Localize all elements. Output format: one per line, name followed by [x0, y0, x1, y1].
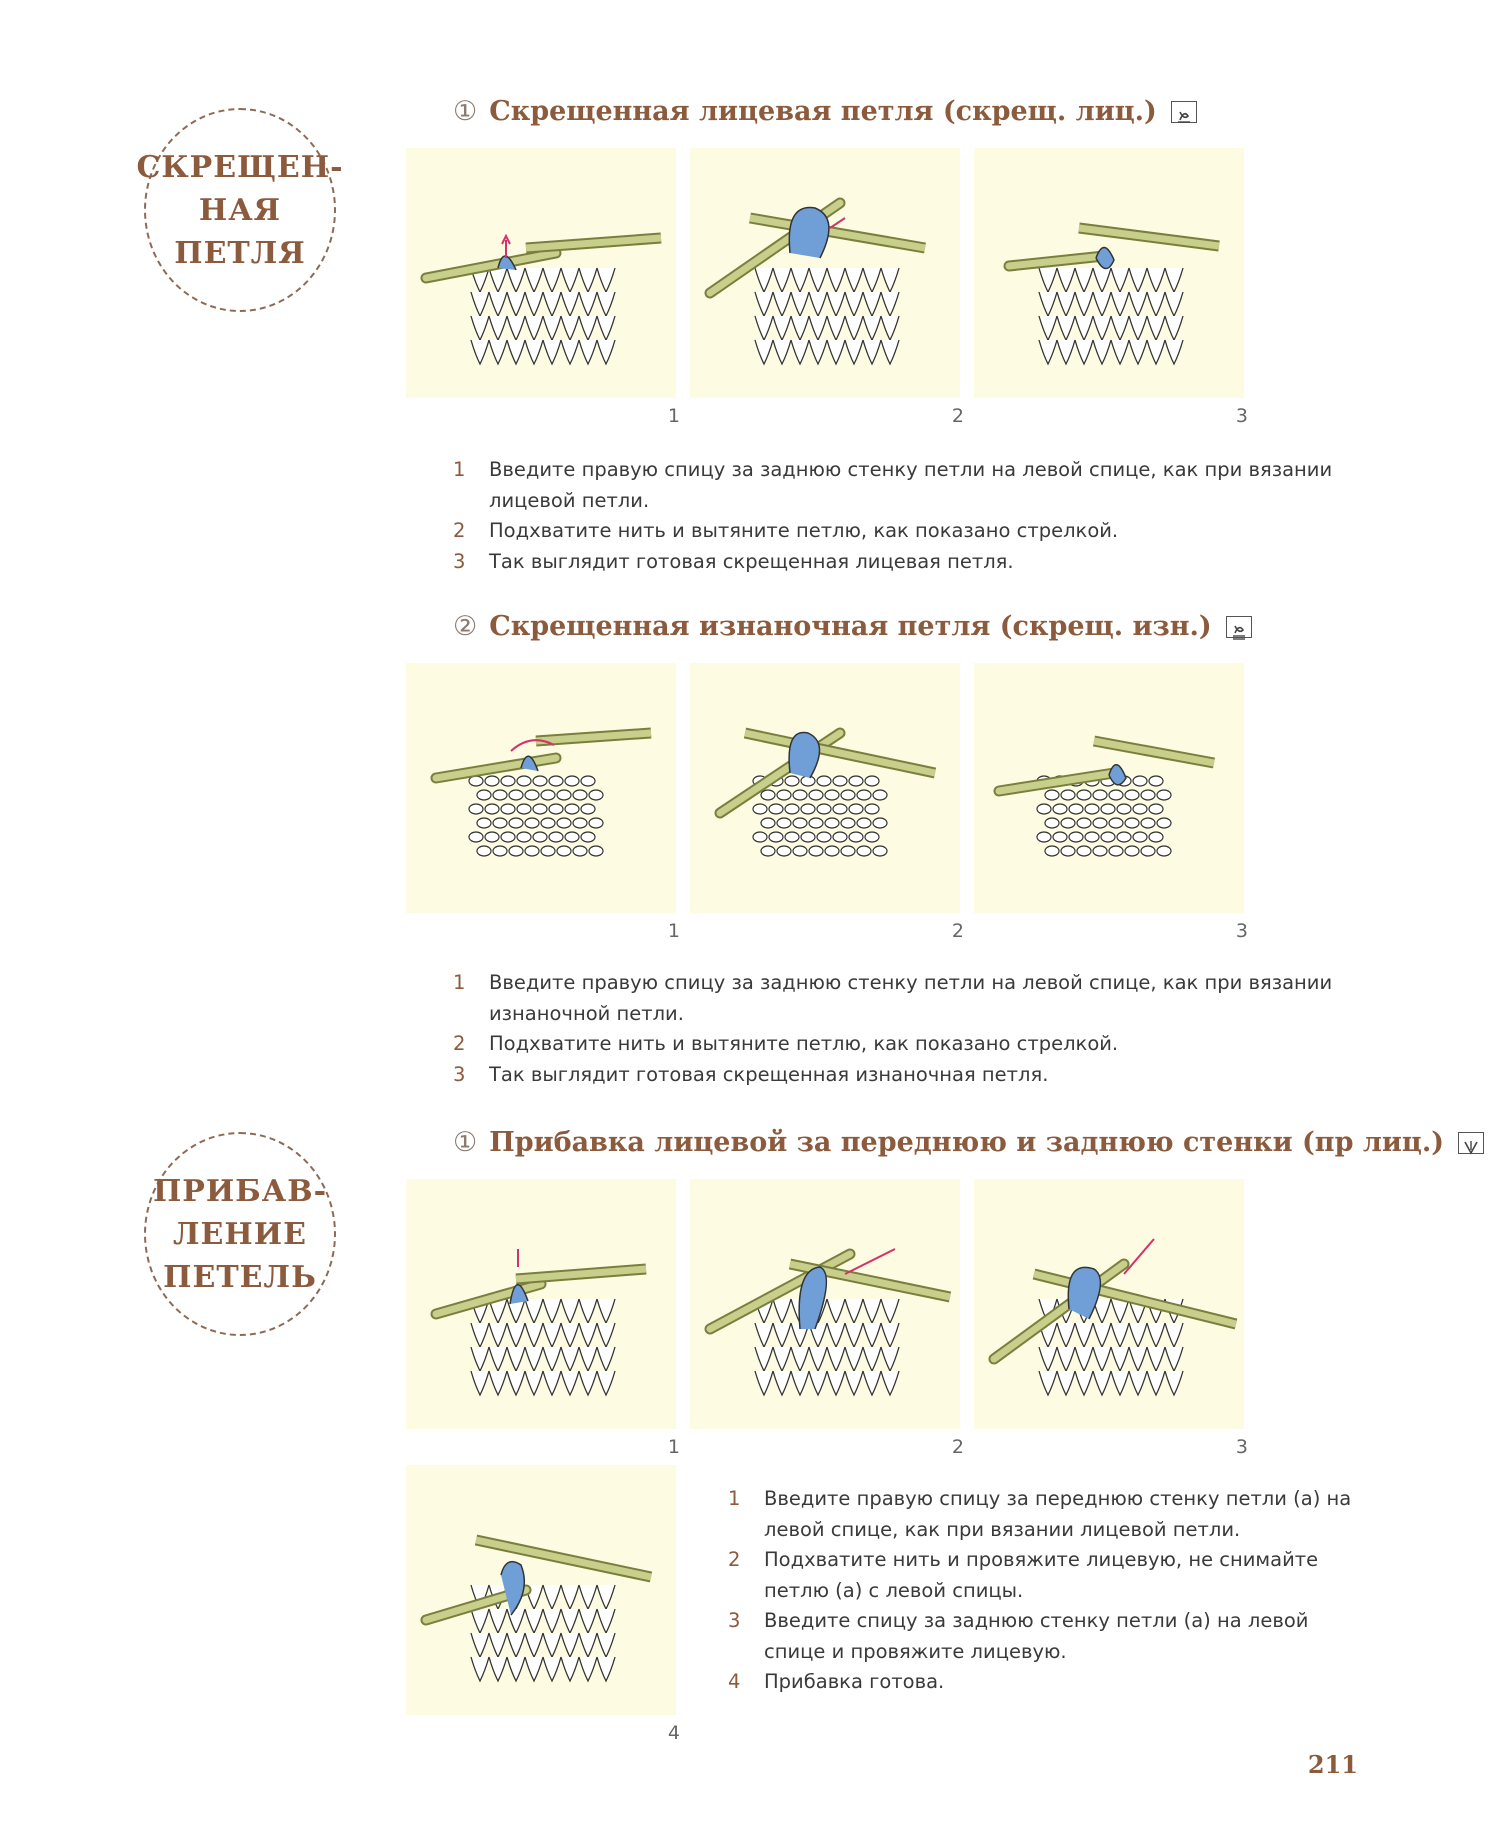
section-title-text: Прибавка лицевой за переднюю и заднюю стенки (пр лиц.)	[489, 1127, 1445, 1158]
badge-line: СКРЕЩЕН-	[136, 149, 344, 185]
knitted-fabric	[471, 1299, 615, 1395]
figure-label: 2	[951, 920, 964, 942]
illustration-purl-step-2	[690, 663, 960, 913]
step-item: 4 Прибавка готова.	[728, 1670, 945, 1693]
figure-label: 1	[667, 920, 680, 942]
knitted-fabric	[755, 268, 899, 364]
illustration-increase-step-4	[406, 1465, 676, 1715]
illustration-knit-step-1	[406, 148, 676, 398]
figure-label: 4	[667, 1722, 680, 1744]
figure-label: 3	[1235, 1436, 1248, 1458]
illustration-knit-step-3	[974, 148, 1244, 398]
figure-label: 2	[951, 1436, 964, 1458]
section-title-text: Скрещенная изнаночная петля (скрещ. изн.)	[489, 611, 1212, 642]
section-number: ①	[453, 1127, 478, 1158]
figure-label: 3	[1235, 405, 1248, 427]
crossed-knit-symbol-icon	[1171, 101, 1197, 123]
section-title-crossed-purl	[453, 611, 1252, 642]
figure-label: 3	[1235, 920, 1248, 942]
increase-symbol-icon	[1458, 1132, 1484, 1154]
step-item: 1 Введите правую спицу за заднюю стенку петли на левой спице, как при вязании изнаночной петли.	[453, 971, 1333, 1025]
illustration-knit-step-2	[690, 148, 960, 398]
section-title-crossed-knit	[453, 96, 1197, 127]
step-item: 2 Подхватите нить и вытяните петлю, как показано стрелкой.	[453, 519, 1119, 542]
figure-label: 1	[667, 405, 680, 427]
step-item: 1 Введите правую спицу за переднюю стенку петли (а) на левой спице, как при вязании лицевой петли.	[728, 1487, 1352, 1541]
step-item: 2 Подхватите нить и провяжите лицевую, не снимайте петлю (а) с левой спицы.	[728, 1548, 1319, 1602]
badge-increase	[144, 1132, 336, 1336]
section-title-text: Скрещенная лицевая петля (скрещ. лиц.)	[489, 96, 1157, 127]
knitted-fabric	[471, 268, 615, 364]
section-number: ①	[453, 96, 478, 127]
steps-list-crossed-purl	[453, 968, 1353, 1090]
badge-line: ПРИБАВ-	[152, 1173, 328, 1209]
figure-label: 2	[951, 405, 964, 427]
step-item: 3 Так выглядит готовая скрещенная изнаночная петля.	[453, 1062, 1049, 1086]
section-title-increase	[453, 1127, 1484, 1158]
badge-line: ЛЕНИЕ	[173, 1216, 307, 1252]
illustration-purl-step-1	[406, 663, 676, 913]
purl-fabric	[1037, 776, 1171, 856]
illustration-increase-step-2	[690, 1179, 960, 1429]
steps-list-increase	[728, 1484, 1352, 1698]
step-item: 3 Введите спицу за заднюю стенку петли (а) на левой спице и провяжите лицевую.	[728, 1609, 1309, 1663]
knitted-fabric	[755, 1299, 899, 1395]
step-item: 1 Введите правую спицу за заднюю стенку петли на левой спице, как при вязании лицевой петли.	[453, 458, 1333, 512]
illustration-increase-step-1	[406, 1179, 676, 1429]
illustration-increase-step-3	[974, 1179, 1244, 1429]
badge-crossed-loop	[136, 108, 344, 312]
page-number: 211	[1307, 1750, 1358, 1779]
step-item: 3 Так выглядит готовая скрещенная лицевая петля.	[453, 549, 1014, 573]
purl-fabric	[469, 776, 603, 856]
crossed-purl-symbol-icon	[1226, 616, 1252, 638]
knitted-fabric	[1039, 268, 1183, 364]
step-item: 2 Подхватите нить и вытяните петлю, как показано стрелкой.	[453, 1032, 1119, 1055]
badge-line: НАЯ ПЕТЛЯ	[174, 192, 306, 271]
badge-line: ПЕТЕЛЬ	[163, 1259, 317, 1295]
figure-label: 1	[667, 1436, 680, 1458]
steps-list-crossed-knit	[453, 455, 1353, 577]
illustration-purl-step-3	[974, 663, 1244, 913]
section-number: ②	[453, 611, 478, 642]
purl-fabric	[753, 776, 887, 856]
